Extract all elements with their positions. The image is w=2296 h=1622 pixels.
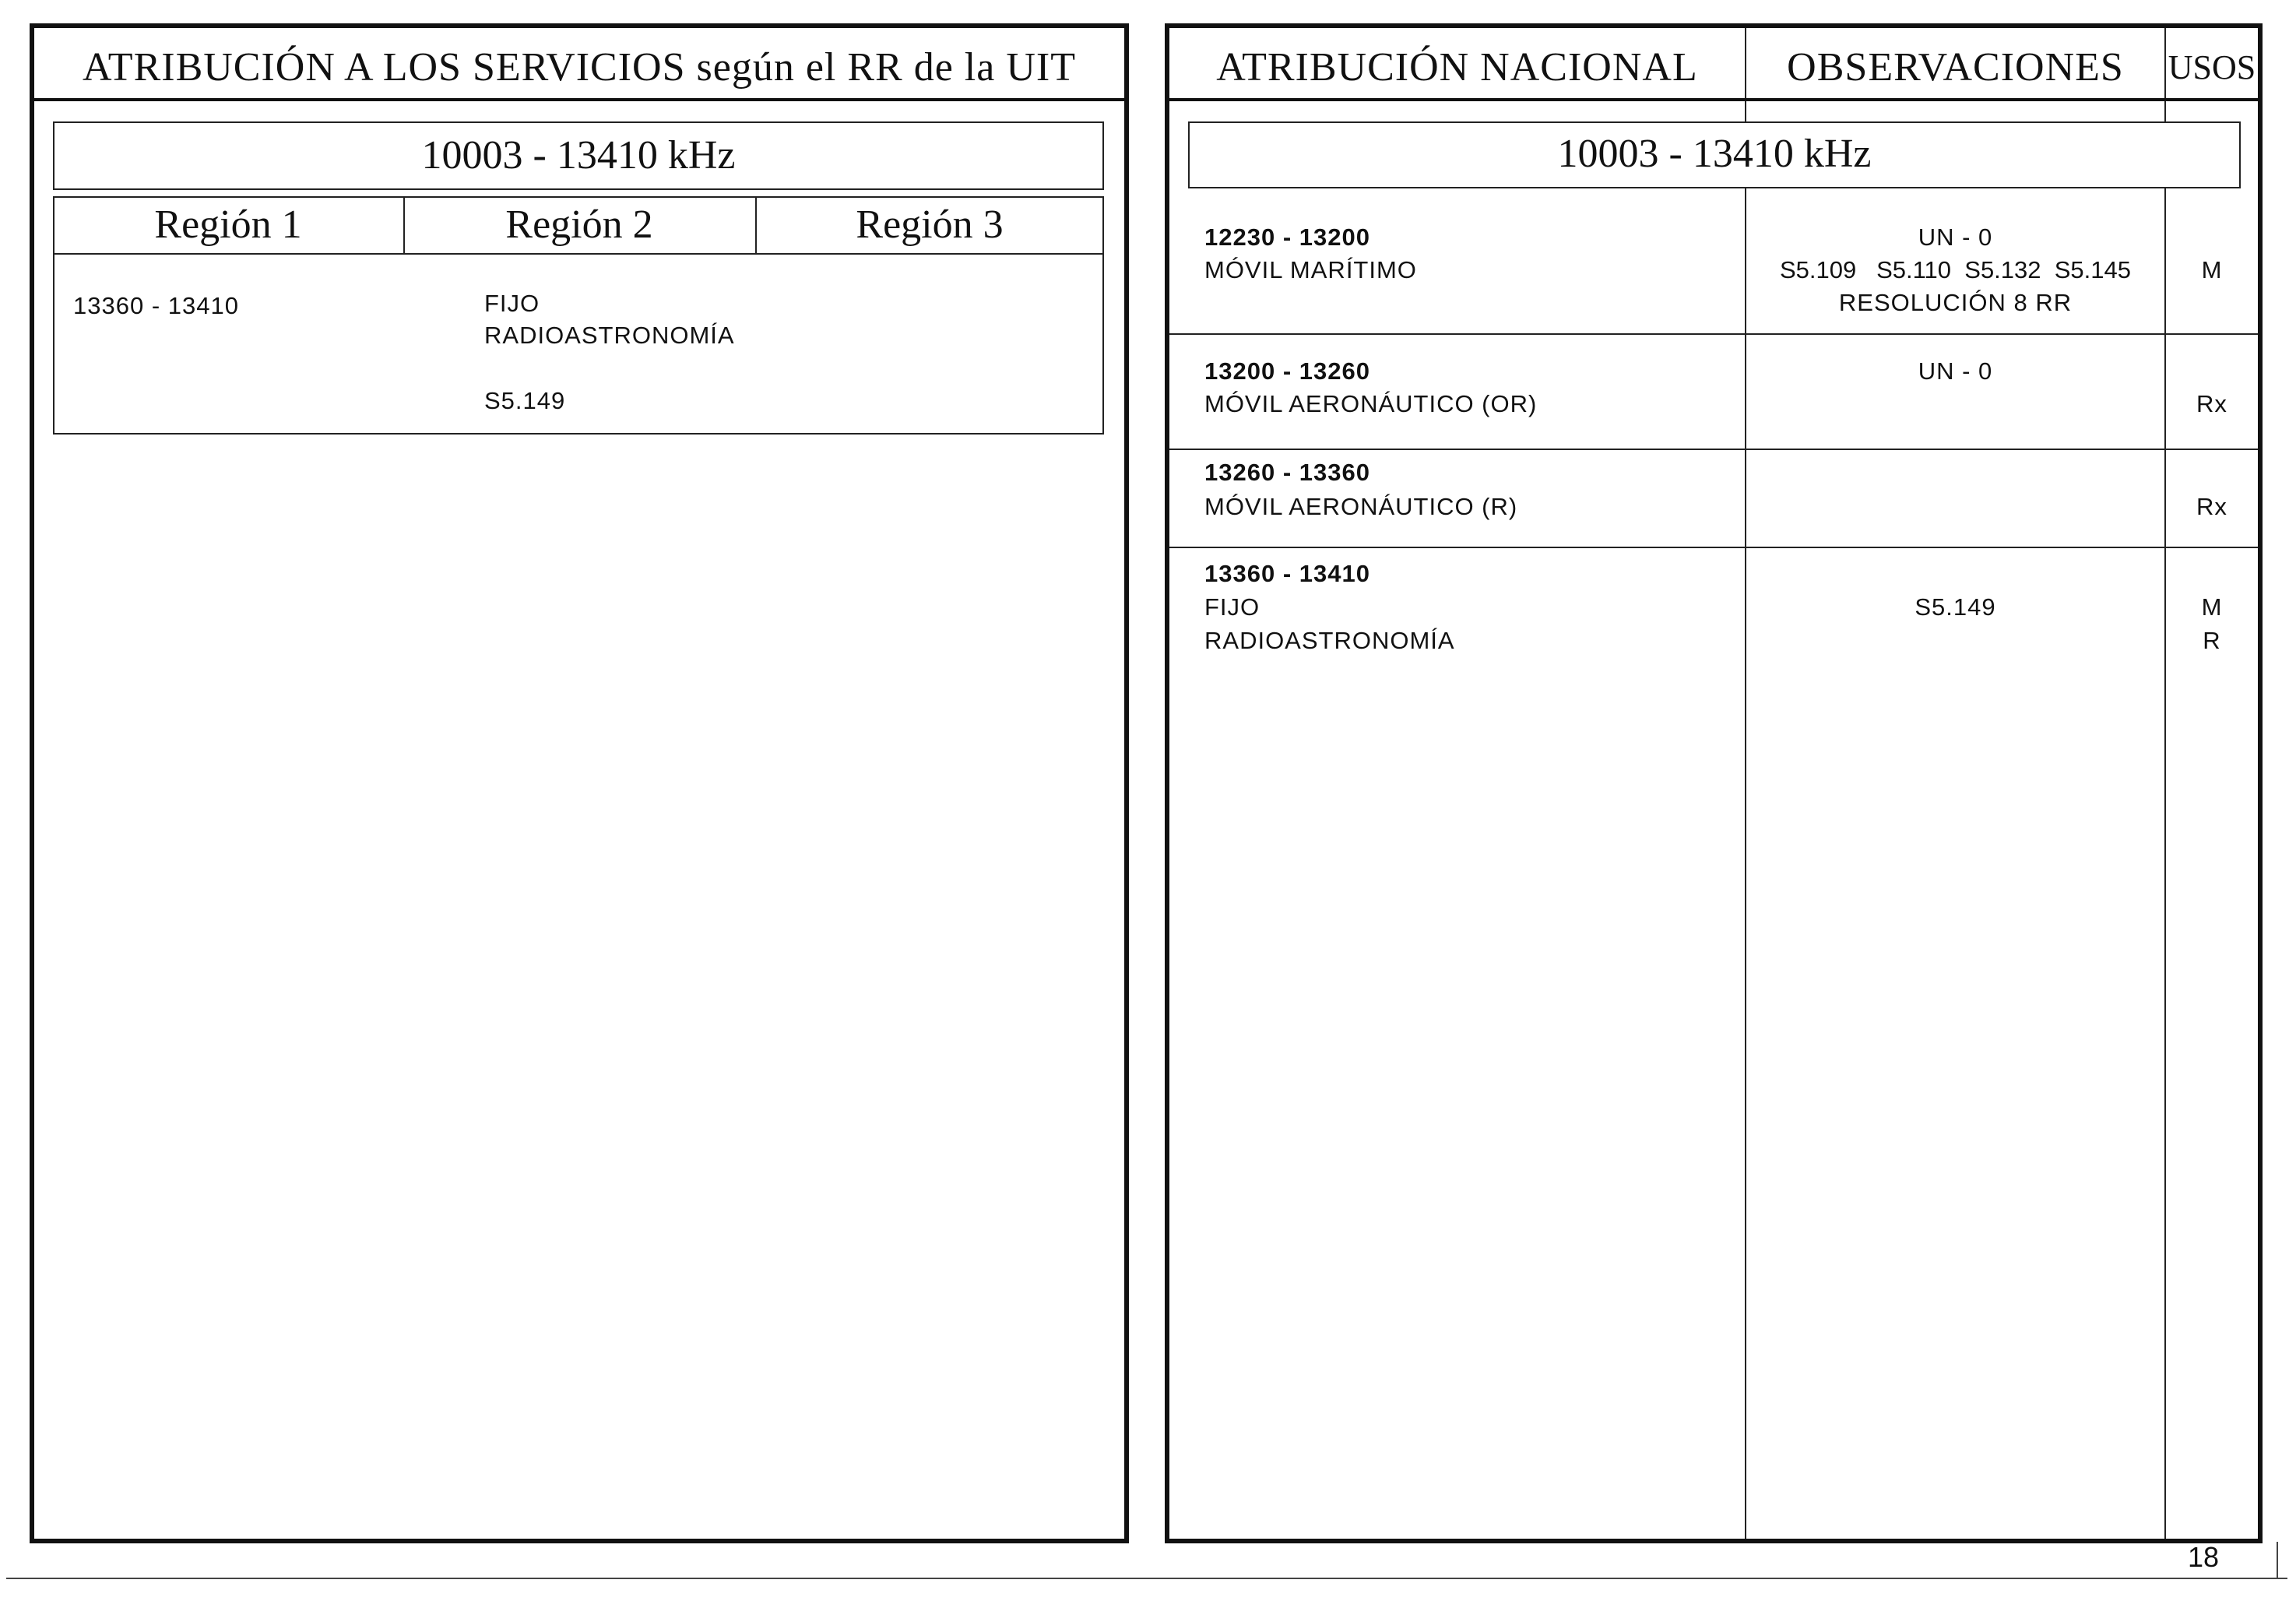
table-row-use: Rx (2196, 390, 2227, 417)
row-divider-3 (1169, 547, 2258, 548)
table-row-range: 13360 - 13410 (1204, 560, 1370, 587)
row-divider-1 (1169, 333, 2258, 335)
table-row-observation: RESOLUCIÓN 8 RR (1838, 289, 2073, 316)
table-row-range: 13200 - 13260 (1204, 357, 1370, 385)
right-band-title: 10003 - 13410 kHz (1557, 132, 1872, 176)
table-row-use: Rx (2196, 493, 2227, 520)
left-entry-service-fixed: FIJO (484, 290, 540, 317)
table-row-service: MÓVIL AERONÁUTICO (OR) (1204, 390, 1538, 417)
region-1-header: Región 1 (154, 202, 302, 247)
observations-header: OBSERVACIONES (1787, 45, 2124, 90)
table-row-service: FIJO (1204, 593, 1261, 621)
itu-allocation-header: ATRIBUCIÓN A LOS SERVICIOS según el RR de la UIT (83, 45, 1076, 90)
table-row-use: M (2201, 256, 2223, 283)
national-allocation-header: ATRIBUCIÓN NACIONAL (1216, 45, 1698, 90)
table-row-use: M (2201, 593, 2223, 621)
footer-right-edge (2277, 1542, 2278, 1578)
band-title: 10003 - 13410 kHz (421, 133, 736, 178)
table-row-service: MÓVIL AERONÁUTICO (R) (1204, 493, 1518, 520)
table-row-observation: S5.149 (1915, 593, 1996, 621)
table-row-observation: S5.109 S5.110 S5.132 S5.145 (1780, 256, 2131, 283)
right-header-divider (1169, 98, 2258, 101)
footer-rule (6, 1578, 2287, 1579)
table-row-range: 13260 - 13360 (1204, 459, 1370, 486)
uses-header: USOS (2168, 48, 2256, 86)
table-row-service: MÓVIL MARÍTIMO (1204, 256, 1417, 283)
region-3-header: Región 3 (856, 202, 1004, 247)
table-row-observation: UN - 0 (1918, 357, 1993, 385)
page-number: 18 (2187, 1541, 2220, 1573)
left-entry-range: 13360 - 13410 (73, 292, 239, 319)
regions-header-divider (53, 253, 1104, 255)
header-divider (34, 98, 1124, 101)
region-2-header: Región 2 (505, 202, 653, 247)
row-divider-2 (1169, 449, 2258, 450)
table-row-service: RADIOASTRONOMÍA (1204, 627, 1455, 654)
left-entry-note: S5.149 (484, 387, 566, 414)
left-entry-service-radioastronomy: RADIOASTRONOMÍA (484, 322, 735, 349)
table-row-range: 12230 - 13200 (1204, 223, 1370, 251)
table-row-use: R (2203, 627, 2221, 654)
table-row-observation: UN - 0 (1918, 223, 1993, 251)
